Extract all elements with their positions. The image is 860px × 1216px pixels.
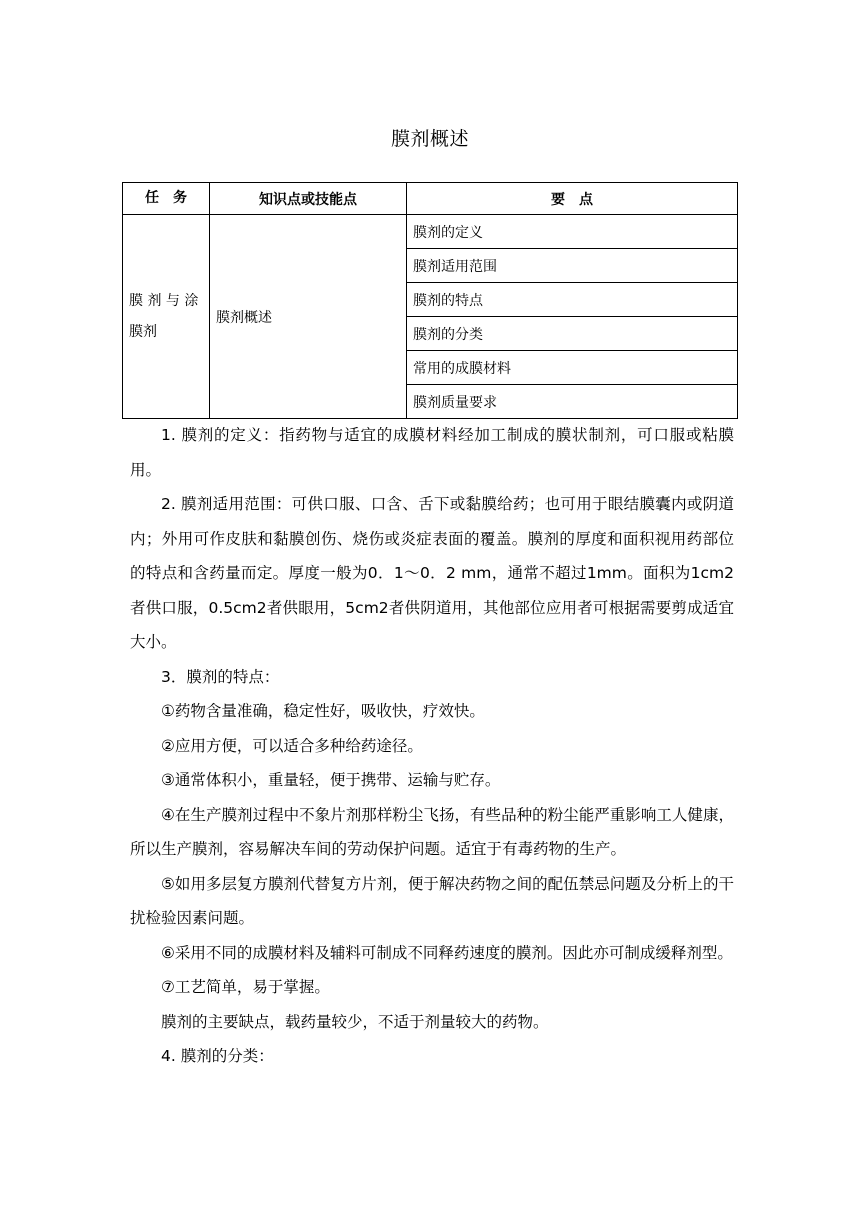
task-cell: 膜 剂 与 涂 膜剂 — [123, 215, 210, 419]
point-cell: 膜剂的特点 — [407, 283, 738, 317]
paragraph-feature-7: ⑦工艺简单，易于掌握。 — [161, 978, 330, 996]
paragraph-feature-1: ①药物含量准确，稳定性好，吸收快，疗效快。 — [161, 702, 485, 720]
skill-cell: 膜剂概述 — [210, 215, 407, 419]
header-points: 要 点 — [407, 183, 738, 215]
paragraph-features-heading: 3．膜剂的特点： — [161, 667, 280, 686]
body-text — [130, 418, 734, 1074]
point-cell: 膜剂的分类 — [407, 317, 738, 351]
paragraph-feature-2: ②应用方便，可以适合多种给药途径。 — [161, 736, 423, 755]
paragraph-feature-6: ⑥采用不同的成膜材料及辅料可制成不同释药速度的膜剂。因此亦可制成缓释剂型。 — [161, 943, 733, 962]
point-cell: 膜剂质量要求 — [407, 385, 738, 419]
paragraph-drawback: 膜剂的主要缺点，载药量较少，不适于剂量较大的药物。 — [161, 1012, 549, 1031]
header-task: 任 务 — [123, 183, 210, 215]
paragraph-feature-3: ③通常体积小，重量轻，便于携带、运输与贮存。 — [161, 771, 501, 789]
paragraph-feature-5: ⑤如用多层复方膜剂代替复方片剂，便于解决药物之间的配伍禁忌问题及分析上的干扰检验因素问题。 — [130, 874, 734, 927]
outline-table — [122, 182, 738, 419]
header-skill: 知识点或技能点 — [210, 183, 407, 215]
point-cell: 膜剂的定义 — [407, 215, 738, 249]
table-header-row — [123, 183, 738, 215]
paragraph-classification-heading: 4. 膜剂的分类： — [161, 1047, 274, 1065]
paragraph-definition: 1. 膜剂的定义：指药物与适宜的成膜材料经加工制成的膜状制剂，可口服或粘膜用。 — [130, 426, 734, 479]
paragraph-scope: 2. 膜剂适用范围：可供口服、口含、舌下或黏膜给药；也可用于眼结膜囊内或阴道内；外用可作皮肤和黏膜创伤、烧伤或炎症表面的覆盖。膜剂的厚度和面积视用药部位的特点和含药量而定。厚度一般为0．1～0．2 mm，通常不超过1mm。面积为1cm2者供口服，0.5cm2者供眼用，5cm2者供阴道用，其他部位应用者可根据需要剪成适宜大小。 — [130, 495, 734, 651]
point-cell: 膜剂适用范围 — [407, 249, 738, 283]
page-title: 膜剂概述 — [390, 128, 469, 150]
point-cell: 常用的成膜材料 — [407, 351, 738, 385]
table-row — [123, 215, 738, 249]
paragraph-feature-4: ④在生产膜剂过程中不象片剂那样粉尘飞扬，有些品种的粉尘能严重影响工人健康，所以生产膜剂，容易解决车间的劳动保护问题。适宜于有毒药物的生产。 — [130, 805, 734, 858]
